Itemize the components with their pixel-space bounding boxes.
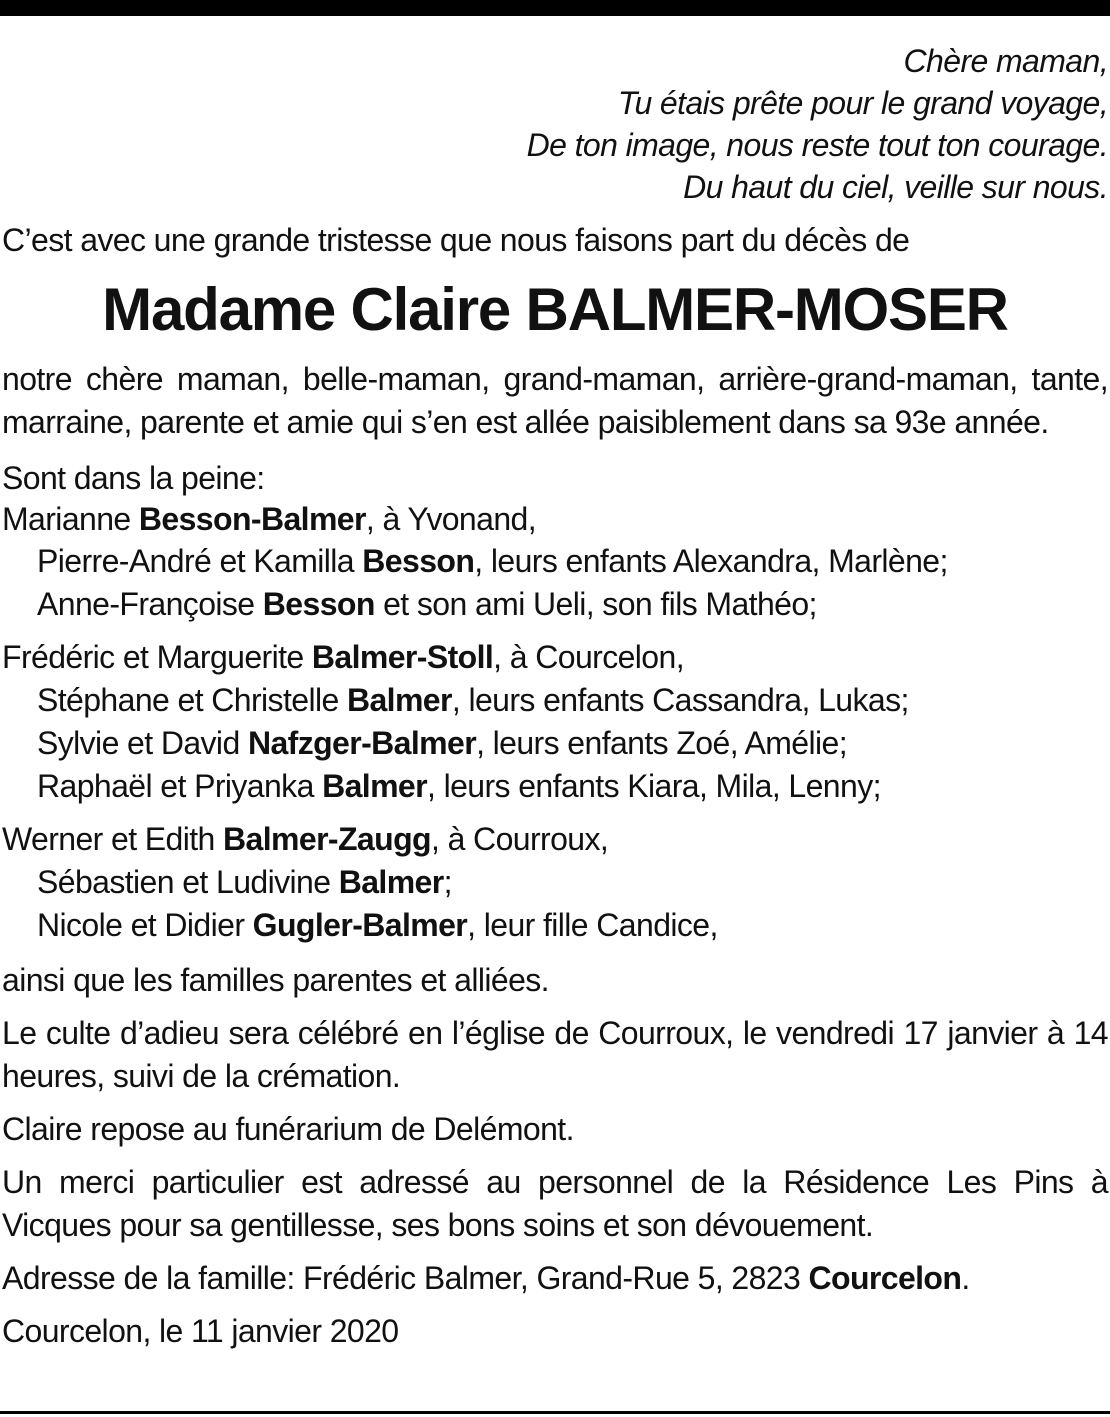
family-surname: Balmer [346,682,452,718]
family-surname: Balmer-Zaugg [223,821,431,857]
family-member: Sylvie et David Nafzger-Balmer, leurs enfants Zoé, Amélie; [37,725,848,761]
place-date: Courcelon, le 11 janvier 2020 [2,1313,399,1349]
poem-line: De ton image, nous reste tout ton courage. [526,127,1108,163]
mourners-heading: Sont dans la peine: [2,460,265,496]
deceased-name: Madame Claire BALMER-MOSER [102,276,1008,343]
family-member: Pierre-André et Kamilla Besson, leurs enfants Alexandra, Marlène; [37,543,948,579]
family-member: Sébastien et Ludivine Balmer; [37,864,452,900]
family-member: Anne-Françoise Besson et son ami Ueli, son fils Mathéo; [37,586,817,622]
mourners-section [2,458,1108,947]
poem-line: Du haut du ciel, veille sur nous. [683,169,1108,205]
family-head: Marianne Besson-Balmer, à Yvonand, [2,501,537,537]
family-address: Adresse de la famille: Frédéric Balmer, Grand-Rue 5, 2823 Courcelon. [2,1260,970,1296]
relatives-text: ainsi que les familles parentes et alliées. [2,962,549,998]
family-head: Werner et Edith Balmer-Zaugg, à Courroux, [2,821,609,857]
poem-line: Tu étais prête pour le grand voyage, [617,85,1108,121]
family-surname: Gugler-Balmer [252,907,468,943]
bottom-rule [0,1411,1110,1414]
family-group [2,499,1108,626]
family-member: Nicole et Didier Gugler-Balmer, leur fille Candice, [37,907,718,943]
address-town: Courcelon [808,1260,962,1296]
family-member: Raphaël et Priyanka Balmer, leurs enfants Kiara, Mila, Lenny; [37,768,881,804]
repose-text: Claire repose au funérarium de Delémont. [2,1111,574,1147]
poem [2,40,1108,208]
family-head: Frédéric et Marguerite Balmer-Stoll, à Courcelon, [2,639,684,675]
family-member: Stéphane et Christelle Balmer, leurs enfants Cassandra, Lukas; [37,682,909,718]
intro-text: C’est avec une grande tristesse que nous faisons part du décès de [2,222,910,258]
family-surname: Nafzger-Balmer [247,725,477,761]
family-surname: Balmer-Stoll [311,639,494,675]
family-surname: Besson [262,586,375,622]
ceremony-text: Le culte d’adieu sera célébré en l’église de Courroux, le vendredi 17 janvier à 14 heures, suivi de la crémation. [2,1015,1108,1094]
description-text: notre chère maman, belle-maman, grand-maman, arrière-grand-maman, tante, marraine, parente et amie qui s’en est allée paisiblement dans sa 93e année. [2,361,1108,440]
family-surname: Besson [362,543,475,579]
family-surname: Besson-Balmer [138,501,366,537]
poem-line: Chère maman, [903,43,1108,79]
family-surname: Balmer [322,768,427,804]
thanks-text: Un merci particulier est adressé au personnel de la Résidence Les Pins à Vicques pour sa gentillesse, ses bons soins et son dévouement. [2,1164,1108,1243]
top-rule [0,0,1110,16]
family-group [2,818,1108,947]
obituary-notice [2,40,1108,1353]
family-group [2,636,1108,808]
family-surname: Balmer [338,864,444,900]
